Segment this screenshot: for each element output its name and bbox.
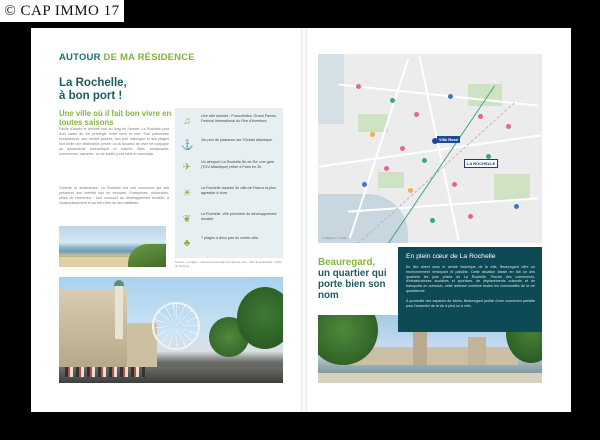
info-panel-heading: En plein cœur de La Rochelle <box>406 253 496 260</box>
page-gutter <box>301 28 307 412</box>
photo-rampart <box>348 347 518 365</box>
info-panel <box>398 247 542 332</box>
photo-tower <box>468 337 486 365</box>
map-pin[interactable] <box>506 124 511 129</box>
fact-item <box>181 212 281 232</box>
plane-icon: ✈ <box>182 162 192 173</box>
brochure-spread <box>31 28 571 412</box>
fact-item <box>181 186 281 206</box>
map-label-ville-rose: Ville Rose <box>439 137 459 142</box>
body-paragraph-1: Facile d'accès et animée tout au long de l'année, La Rochelle jouit d'un cadre de vie privilégié entre terre et mer. Son patrimoine exceptionnel, ses ruelles pavées, son port historique et ses plages font d'elle une destination prisée, où la douceur de vivre se conjugue au dynamisme économique et culturel. Bars, restaurants, commerces, marchés : la vie locale y est riche et conviviale. <box>59 127 169 157</box>
section-title-line-2: un quartier qui porte bien son nom <box>318 268 387 301</box>
map-pin[interactable] <box>356 84 361 89</box>
map-pin[interactable] <box>362 182 367 187</box>
fact-item <box>181 114 281 134</box>
map-pin[interactable] <box>430 218 435 223</box>
map-water <box>318 54 344 124</box>
kicker-part-2: DE MA RÉSIDENCE <box>103 52 195 63</box>
body-paragraph-2: Ouverte et audacieuse, La Rochelle est une commune qui sait préserver son identité tout en innovant. Entreprises, universités, pôles de recherche : tout concourt au développement durable, à l'épanouissement et au bien-être de ses habitants. <box>59 186 169 206</box>
map-pin[interactable] <box>452 182 457 187</box>
map-road <box>338 84 537 106</box>
map-pin[interactable] <box>408 188 413 193</box>
theater-icon: ♫ <box>183 116 191 127</box>
sun-icon: ☀ <box>182 188 192 199</box>
beach-photo <box>59 226 166 267</box>
map-pin[interactable] <box>514 204 519 209</box>
fact-text: Un aéroport La Rochelle-Île-de-Ré, une gare (TGV Atlantique) reliée à Paris en 3h. <box>201 160 274 169</box>
map-label-la-rochelle: LA ROCHELLE <box>464 159 498 168</box>
map-park <box>378 172 404 188</box>
fact-text: Une ville animée : Francofolies, Grand Pavois, Festival International du Film d'Aventure. <box>201 114 277 123</box>
map-pin[interactable] <box>390 98 395 103</box>
tower-top <box>114 280 124 286</box>
map-pin[interactable] <box>478 114 483 119</box>
beach-cliff <box>128 244 166 267</box>
section-title-line-1: Beauregard, <box>318 257 376 268</box>
map-road <box>319 134 541 167</box>
ferris-wheel <box>152 302 200 350</box>
fact-item <box>181 138 281 158</box>
map-pin[interactable] <box>422 158 427 163</box>
key-facts-panel <box>175 108 283 258</box>
map-park <box>468 84 502 106</box>
photo-quay <box>318 373 542 383</box>
map-pin[interactable] <box>384 166 389 171</box>
lantern-tower <box>115 283 123 339</box>
info-panel-paragraph-2: À proximité des espaces de loisirs, Beauregard profite d'une connexion parfaite pour l'essentiel de la vie à pied ou à vélo. <box>406 299 535 308</box>
map-pin[interactable] <box>370 132 375 137</box>
map-park <box>494 174 530 200</box>
map-pin[interactable] <box>414 112 419 117</box>
neighbourhood-map[interactable] <box>318 54 542 243</box>
title-line-2: à bon port ! <box>59 90 123 102</box>
photo-terrace <box>65 367 145 377</box>
tree-icon: ♣ <box>183 238 191 249</box>
fact-text: 7 plages à deux pas du centre-ville. <box>201 236 260 240</box>
fact-text: 1er port de plaisance sur l'Océan atlantique. <box>201 138 274 142</box>
page-title <box>59 77 259 103</box>
watermark: © CAP IMMO 17 <box>0 0 124 22</box>
fact-item <box>181 160 281 180</box>
old-port-photo <box>59 277 283 383</box>
section-kicker <box>59 52 195 63</box>
fact-item <box>181 236 281 256</box>
title-line-1: La Rochelle, <box>59 77 127 89</box>
sources-note: Sources : Le Figaro – Classement des villes où il fait bon vivre – Ville de La Rochelle – Office de Tourisme. <box>175 261 282 268</box>
info-panel-paragraph-1: En lien direct avec le centre historique de la ville, Beauregard offre un environnement verdoyant et paisible. Cette situation idéale en fait un des quartiers les plus prisés de La Rochelle. Proche des commerces, d'infrastructures scolaires et sportives, de déplacements culturels et de transports en commun, cette adresse combine toutes les commodités de la vie quotidienne. <box>406 265 535 293</box>
beach-sand <box>59 257 129 267</box>
subtitle: Une ville où il fait bon vivre en toutes saisons <box>59 109 172 127</box>
section-title <box>318 257 396 301</box>
map-credit: © Mapbox © OSM <box>322 236 347 240</box>
anchor-icon: ⚓ <box>181 140 194 151</box>
fact-text: La Rochelle, ville pionnière du développement durable. <box>201 212 277 221</box>
map-pin[interactable] <box>400 146 405 151</box>
kicker-part-1: AUTOUR <box>59 52 101 63</box>
fact-text: La Rochelle classée 3e ville de France la plus agréable à vivre. <box>201 186 276 195</box>
map-pin[interactable] <box>468 214 473 219</box>
leaf-icon: ❦ <box>182 214 192 225</box>
map-pin[interactable] <box>448 94 453 99</box>
